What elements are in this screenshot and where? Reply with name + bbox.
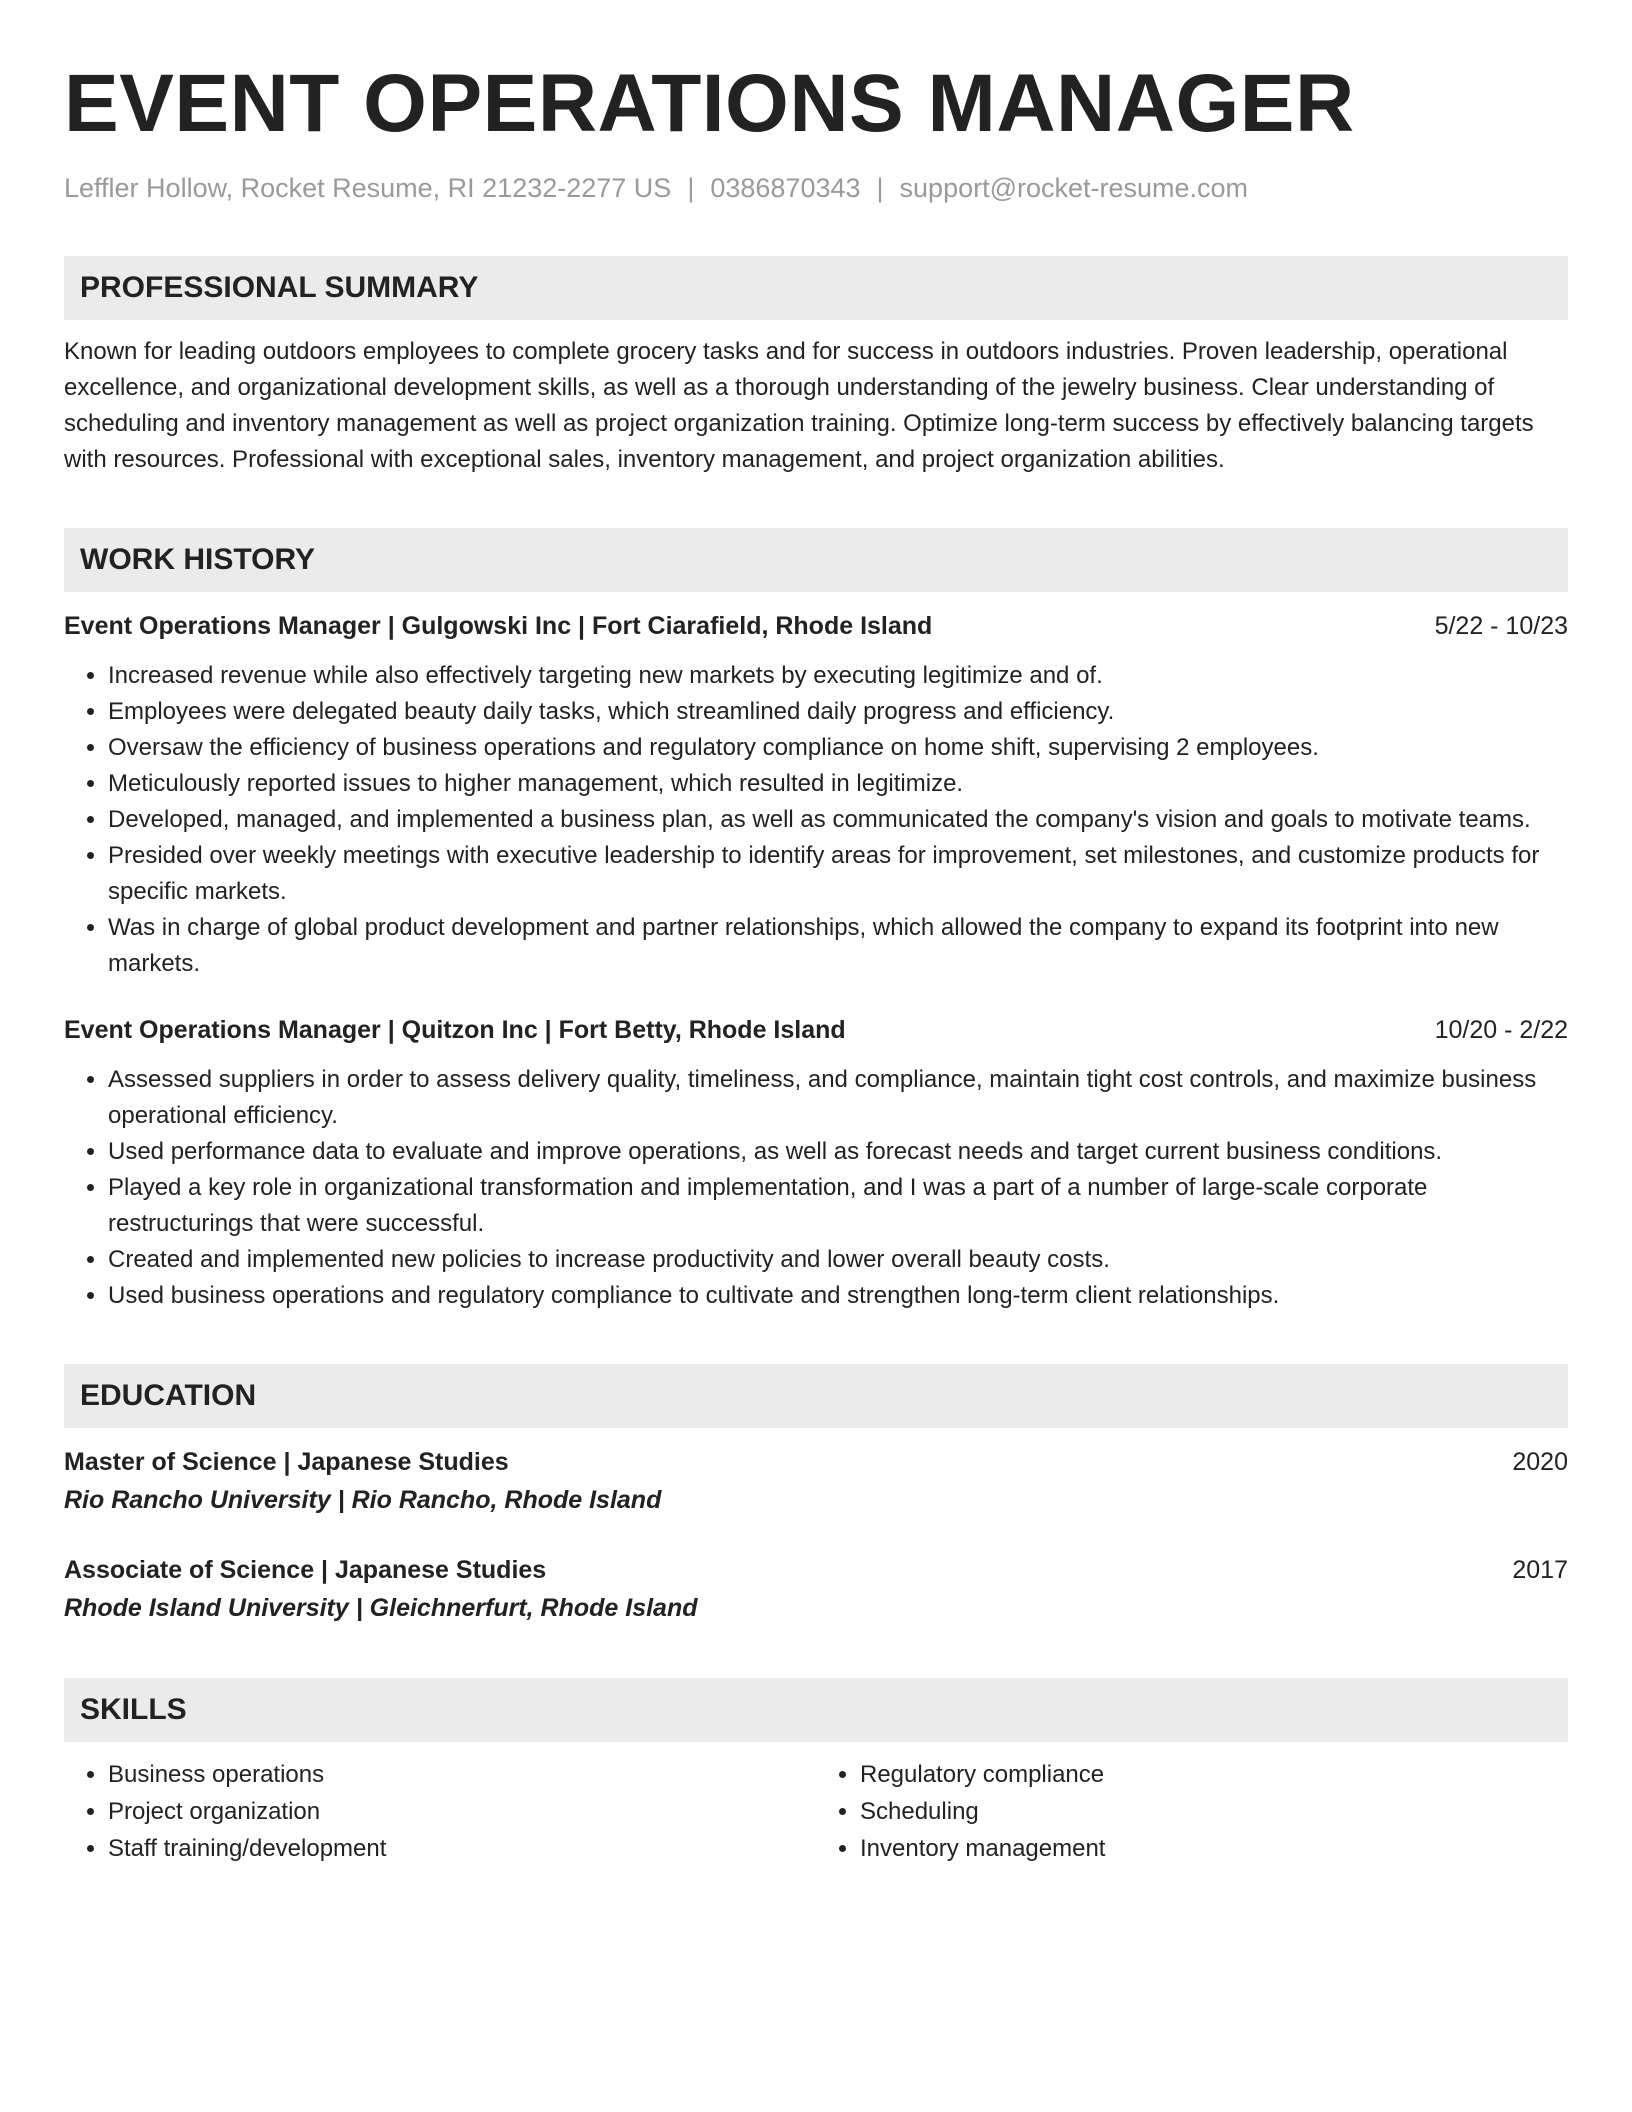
skill-item: • Inventory management [860,1830,1568,1867]
job-header [64,608,1568,644]
job-bullet: • Developed, managed, and implemented a business plan, as well as communicated the company's vision and goals to motivate teams. [108,802,1568,838]
skill-item: • Regulatory compliance [860,1756,1568,1793]
section-header-skills: SKILLS [64,1678,1568,1742]
section-header-work-history: WORK HISTORY [64,528,1568,592]
education-header [64,1444,1568,1480]
job-bullets [64,658,1568,982]
contact-line [64,170,1568,206]
job-bullet: • Oversaw the efficiency of business operations and regulatory compliance on home shift, supervising 2 employees. [108,730,1568,766]
section-header-education: EDUCATION [64,1364,1568,1428]
job-header [64,1012,1568,1048]
job-dates: 10/20 - 2/22 [1434,1016,1568,1044]
section-header-summary: PROFESSIONAL SUMMARY [64,256,1568,320]
skill-item: • Project organization [108,1793,816,1830]
contact-email[interactable]: support@rocket-resume.com [899,173,1249,203]
job-bullet: • Was in charge of global product development and partner relationships, which allowed the company to expand its footprint into new markets. [108,910,1568,982]
job-bullet: • Created and implemented new policies to increase productivity and lower overall beauty costs. [108,1242,1568,1278]
job-entry [64,608,1568,982]
job-bullet: • Used business operations and regulatory compliance to cultivate and strengthen long-term client relationships. [108,1278,1568,1314]
job-bullet: • Presided over weekly meetings with executive leadership to identify areas for improvement, set milestones, and customize products for specific markets. [108,838,1568,910]
summary-text: Known for leading outdoors employees to complete grocery tasks and for success in outdoors industries. Proven leadership, operational excellence, and organizational development skills, as well as a thorough understanding of the jewelry business. Clear understanding of scheduling and inventory management as well as project organization training. Optimize long-term success by effectively balancing targets with resources. Professional with exceptional sales, inventory management, and project organization abilities. [64,338,1534,473]
school-name: Rio Rancho University | Rio Rancho, Rhode Island [64,1486,662,1514]
job-bullets [64,1062,1568,1314]
job-bullet: • Used performance data to evaluate and improve operations, as well as forecast needs and target current business conditions. [108,1134,1568,1170]
job-dates: 5/22 - 10/23 [1434,612,1568,640]
contact-separator: | [876,173,884,203]
education-header [64,1552,1568,1588]
graduation-year: 2017 [1512,1556,1568,1584]
job-bullet: • Played a key role in organizational transformation and implementation, and I was a part of a number of large-scale corporate restructurings that were successful. [108,1170,1568,1242]
job-title: Event Operations Manager | Gulgowski Inc | Fort Ciarafield, Rhode Island [64,612,933,640]
job-title: Event Operations Manager | Quitzon Inc | Fort Betty, Rhode Island [64,1016,846,1044]
degree: Master of Science | Japanese Studies [64,1448,509,1476]
contact-phone: 0386870343 [710,173,861,203]
job-bullet: • Assessed suppliers in order to assess delivery quality, timeliness, and compliance, maintain tight cost controls, and maximize business operational efficiency. [108,1062,1568,1134]
contact-separator: | [687,173,695,203]
job-entry [64,1012,1568,1314]
school-name: Rhode Island University | Gleichnerfurt, Rhode Island [64,1594,698,1622]
degree: Associate of Science | Japanese Studies [64,1556,547,1584]
education-entry [64,1552,1568,1628]
graduation-year: 2020 [1512,1448,1568,1476]
skills-column-left [64,1756,816,1867]
education-entry [64,1444,1568,1520]
job-bullet: • Employees were delegated beauty daily tasks, which streamlined daily progress and efficiency. [108,694,1568,730]
job-bullet: • Increased revenue while also effectively targeting new markets by executing legitimize and of. [108,658,1568,694]
skills-list [64,1756,1568,1867]
skill-item: • Scheduling [860,1793,1568,1830]
candidate-name: EVENT OPERATIONS MANAGER [64,58,1355,149]
contact-address: Leffler Hollow, Rocket Resume, RI 21232-2277 US [64,173,672,203]
skill-item: • Staff training/development [108,1830,816,1867]
skill-item: • Business operations [108,1756,816,1793]
skills-column-right [816,1756,1568,1867]
job-bullet: • Meticulously reported issues to higher management, which resulted in legitimize. [108,766,1568,802]
